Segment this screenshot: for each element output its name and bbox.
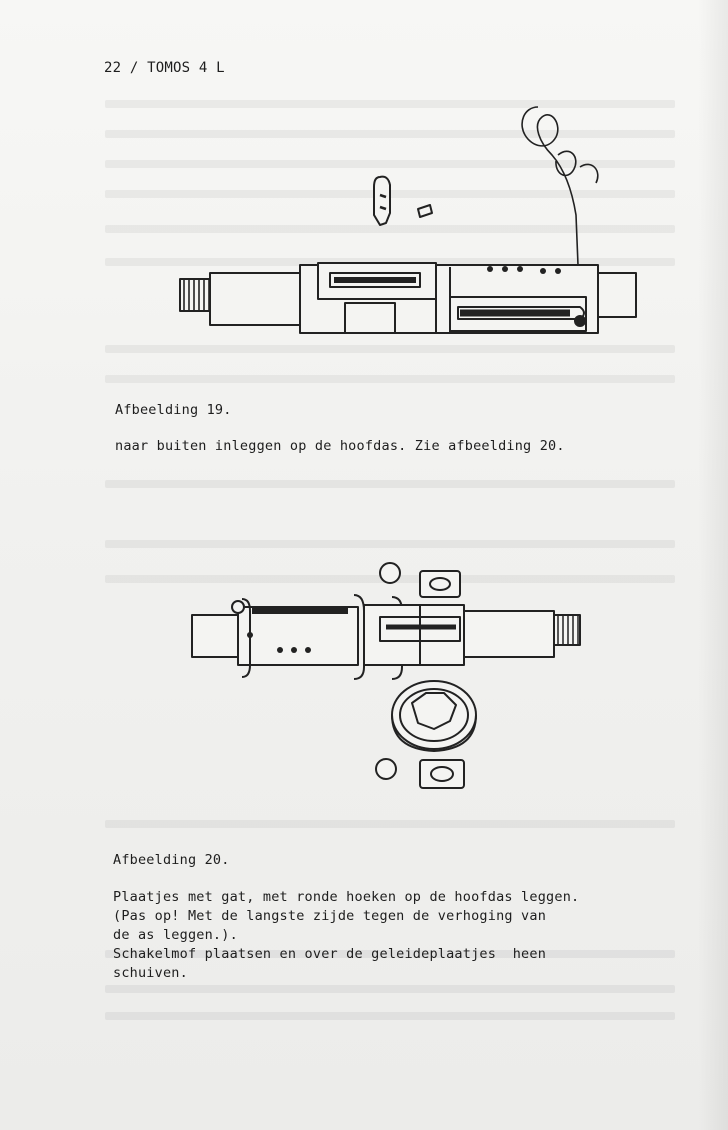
figure-20-drawing: [180, 555, 600, 800]
bleed-through-line: [105, 345, 675, 353]
figure-20-caption: Afbeelding 20.: [113, 852, 230, 868]
figure-20-text: [113, 888, 579, 983]
bleed-through-line: [105, 375, 675, 383]
figure-19-caption: Afbeelding 19.: [115, 402, 232, 418]
text-line: (Pas op! Met de langste zijde tegen de verhoging van: [113, 908, 547, 924]
bleed-through-line: [105, 540, 675, 548]
text-line: de as leggen.).: [113, 927, 238, 943]
figure-19-drawing: [160, 95, 650, 345]
bleed-through-line: [105, 820, 675, 828]
bleed-through-line: [105, 480, 675, 488]
bleed-through-line: [105, 985, 675, 993]
figure-19-text: naar buiten inleggen op de hoofdas. Zie afbeelding 20.: [115, 438, 565, 454]
text-line: Plaatjes met gat, met ronde hoeken op de hoofdas leggen.: [113, 889, 580, 905]
text-line: Schakelmof plaatsen en over de geleideplaatjes heen: [113, 946, 547, 962]
text-line: schuiven.: [113, 965, 188, 981]
page-edge-shadow: [698, 0, 728, 1130]
page-header: 22 / TOMOS 4 L: [104, 60, 225, 76]
bleed-through-line: [105, 1012, 675, 1020]
